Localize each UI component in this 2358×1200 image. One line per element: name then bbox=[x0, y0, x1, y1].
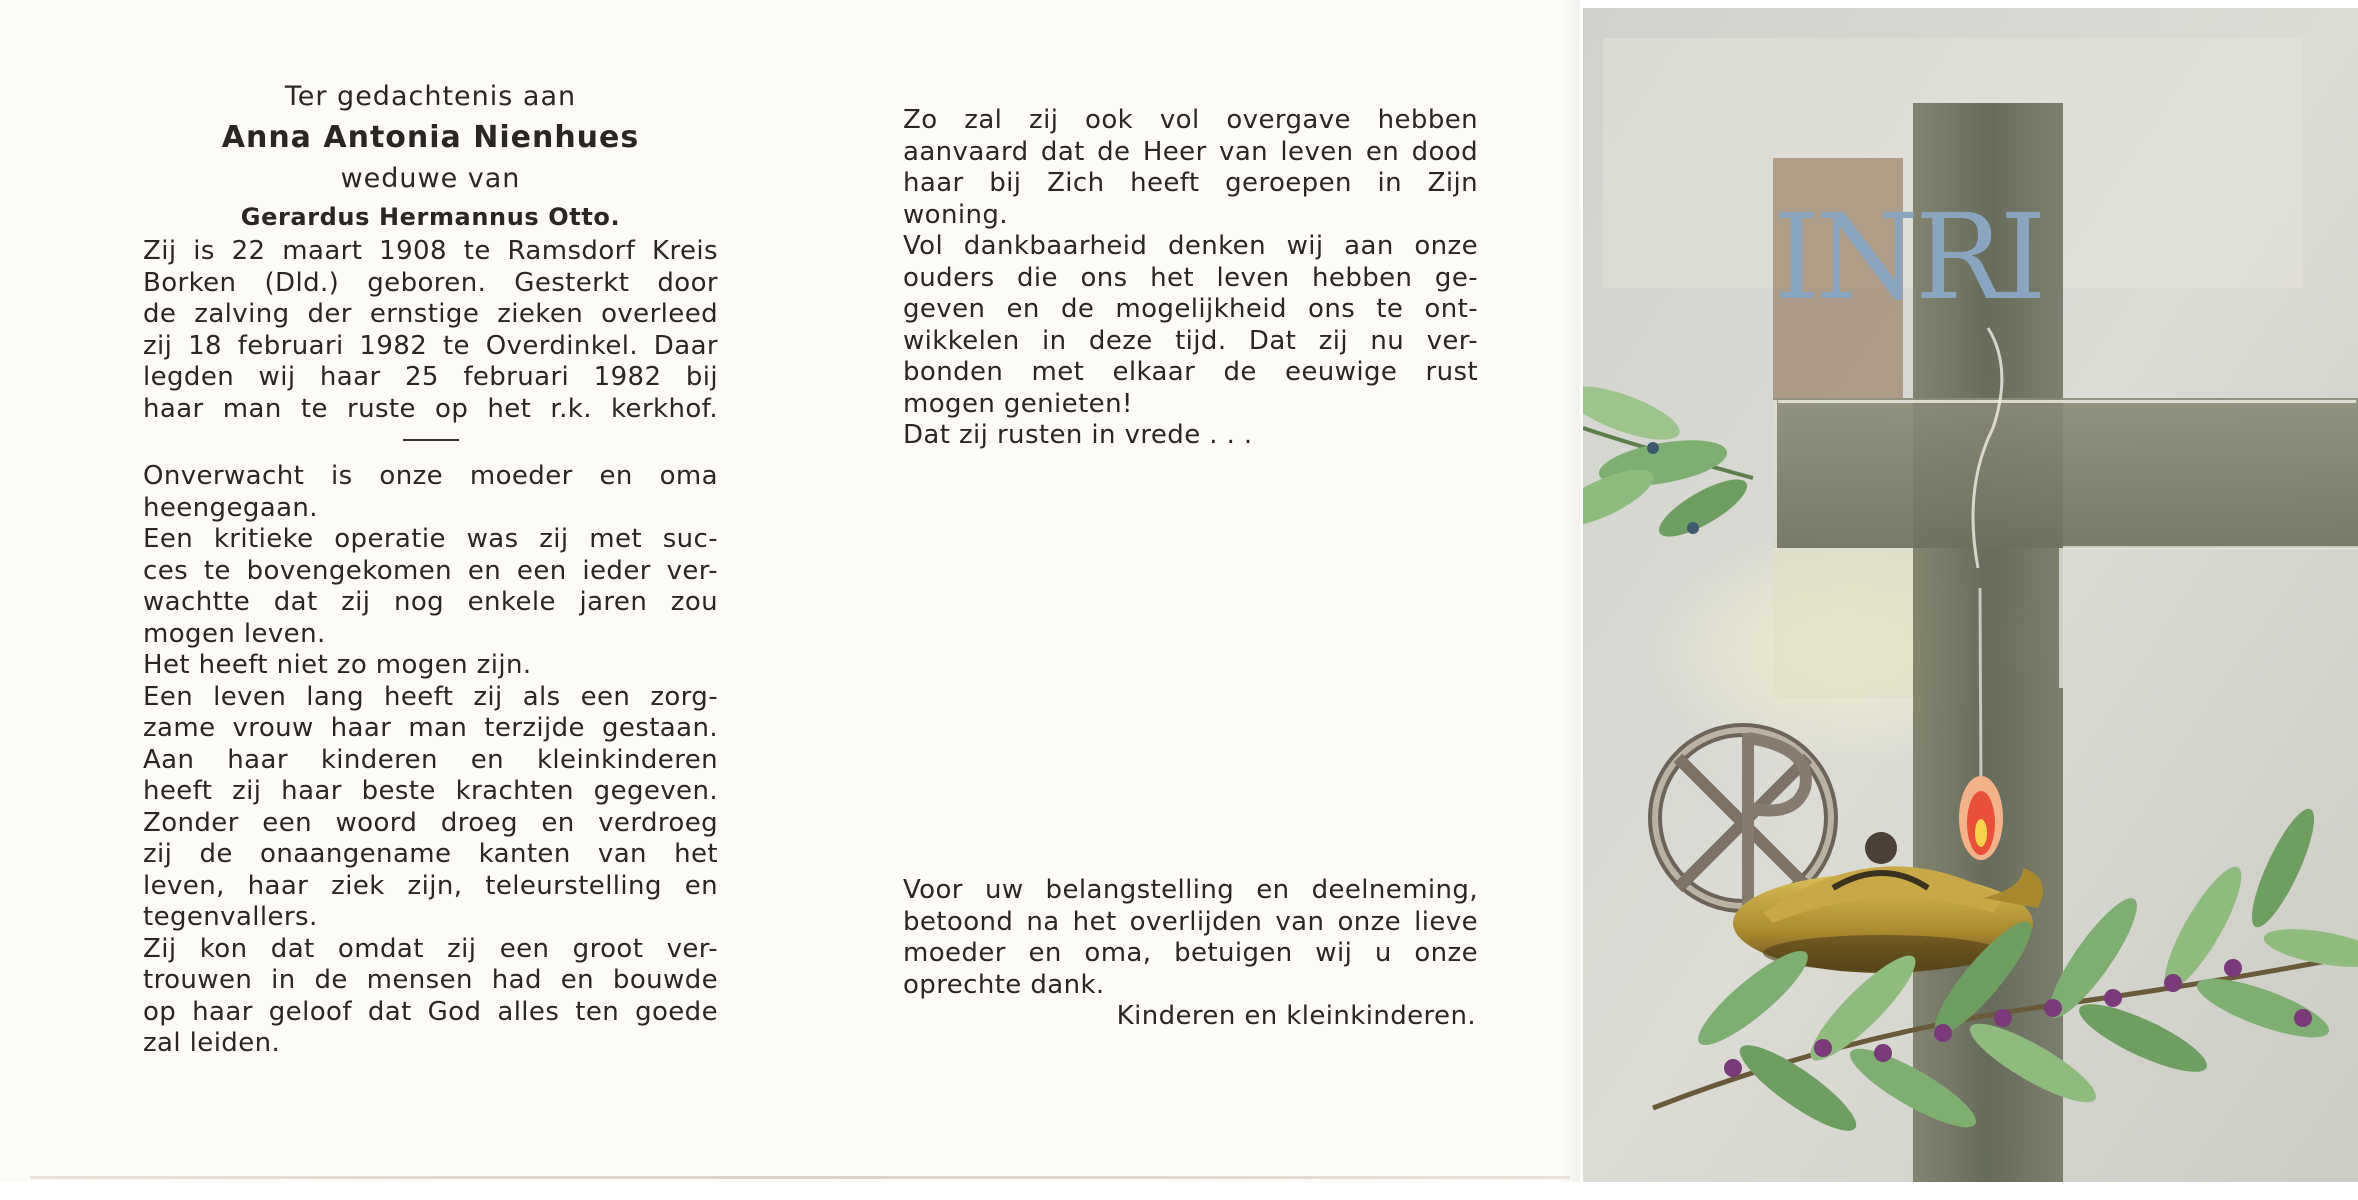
text-line: ouders die ons het leven hebben ge- bbox=[903, 262, 1478, 293]
widow-of-line: weduwe van bbox=[340, 163, 521, 194]
text-line: wikkelen in deze tijd. Dat zij nu ver- bbox=[903, 325, 1478, 356]
text-line: Onverwacht is onze moeder en oma bbox=[143, 461, 718, 491]
text-line: tegenvallers. bbox=[143, 902, 318, 932]
text-line: Zij kon dat omdat zij een groot ver- bbox=[143, 933, 718, 964]
middle-column bbox=[903, 105, 1478, 452]
text-line: trouwen in de mensen had en bouwde bbox=[143, 965, 718, 995]
bio-line: zij 18 februari 1982 te Overdinkel. Daar bbox=[143, 330, 718, 361]
text-line: geven en de mogelijkheid ons te ont- bbox=[903, 294, 1478, 324]
artwork-illustration bbox=[1583, 8, 2358, 1182]
thanks-line: moeder en oma, betuigen wij u onze bbox=[903, 938, 1478, 968]
signature: Kinderen en kleinkinderen. bbox=[1116, 1001, 1476, 1031]
text-line: Aan haar kinderen en kleinkinderen bbox=[143, 744, 718, 775]
text-line: leven, haar ziek zijn, teleurstelling en bbox=[143, 870, 718, 901]
husband-name: Gerardus Hermannus Otto. bbox=[240, 203, 621, 231]
flame-icon bbox=[1959, 776, 2003, 860]
bio-line: Zij is 22 maart 1908 te Ramsdorf Kreis bbox=[143, 236, 718, 266]
text-line: Zo zal zij ook vol overgave hebben bbox=[903, 105, 1478, 135]
text-line: bonden met elkaar de eeuwige rust bbox=[903, 357, 1478, 387]
text-line: Dat zij rusten in vrede . . . bbox=[903, 420, 1253, 450]
deceased-name: Anna Antonia Nienhues bbox=[221, 120, 640, 155]
thanks-line: betoond na het overlijden van onze lieve bbox=[903, 906, 1478, 937]
divider bbox=[403, 439, 459, 441]
text-line: aanvaard dat de Heer van leven en dood bbox=[903, 136, 1478, 167]
text-line: ces te bovengekomen en een ieder ver- bbox=[143, 555, 718, 586]
text-line: mogen leven. bbox=[143, 618, 326, 649]
text-line: wachtte dat zij nog enkele jaren zou bbox=[143, 587, 718, 617]
bio-paragraph bbox=[143, 236, 718, 425]
text-line: woning. bbox=[903, 199, 1008, 230]
thanks-block bbox=[903, 875, 1478, 1033]
text-line: heeft zij haar beste krachten gegeven. bbox=[143, 776, 718, 806]
text-line: heengegaan. bbox=[143, 492, 318, 523]
bio-line: legden wij haar 25 februari 1982 bij bbox=[143, 362, 718, 392]
tribute-paragraph bbox=[143, 461, 718, 1060]
text-line: zal leiden. bbox=[143, 1028, 281, 1058]
fold-shadow bbox=[1560, 0, 1580, 1182]
left-column bbox=[143, 78, 718, 1060]
text-line: zame vrouw haar man terzijde gestaan. bbox=[143, 713, 718, 743]
text-line: haar bij Zich heeft geroepen in Zijn bbox=[903, 168, 1478, 198]
bio-line: Borken (Dld.) geboren. Gesterkt door bbox=[143, 267, 718, 298]
intro-line: Ter gedachtenis aan bbox=[284, 81, 577, 112]
text-line: mogen genieten! bbox=[903, 388, 1133, 419]
inri-inscription: INRI bbox=[1773, 188, 2043, 326]
text-line: Zonder een woord droeg en verdroeg bbox=[143, 807, 718, 838]
text-line: Een leven lang heeft zij als een zorg- bbox=[143, 681, 718, 712]
bio-line: haar man te ruste op het r.k. kerkhof. bbox=[143, 393, 718, 424]
bio-line: de zalving der ernstige zieken overleed bbox=[143, 299, 718, 329]
text-line: Vol dankbaarheid denken wij aan onze bbox=[903, 231, 1478, 261]
text-line: Het heeft niet zo mogen zijn. bbox=[143, 650, 532, 680]
thanks-line: Voor uw belangstelling en deelneming, bbox=[903, 875, 1478, 905]
card-edge bbox=[30, 1176, 1570, 1179]
text-line: Een kritieke operatie was zij met suc- bbox=[143, 524, 718, 554]
artwork-panel bbox=[1583, 8, 2358, 1182]
thanks-line: oprechte dank. bbox=[903, 969, 1105, 1000]
text-line: zij de onaangename kanten van het bbox=[143, 839, 718, 869]
text-line: op haar geloof dat God alles ten goede bbox=[143, 996, 718, 1027]
